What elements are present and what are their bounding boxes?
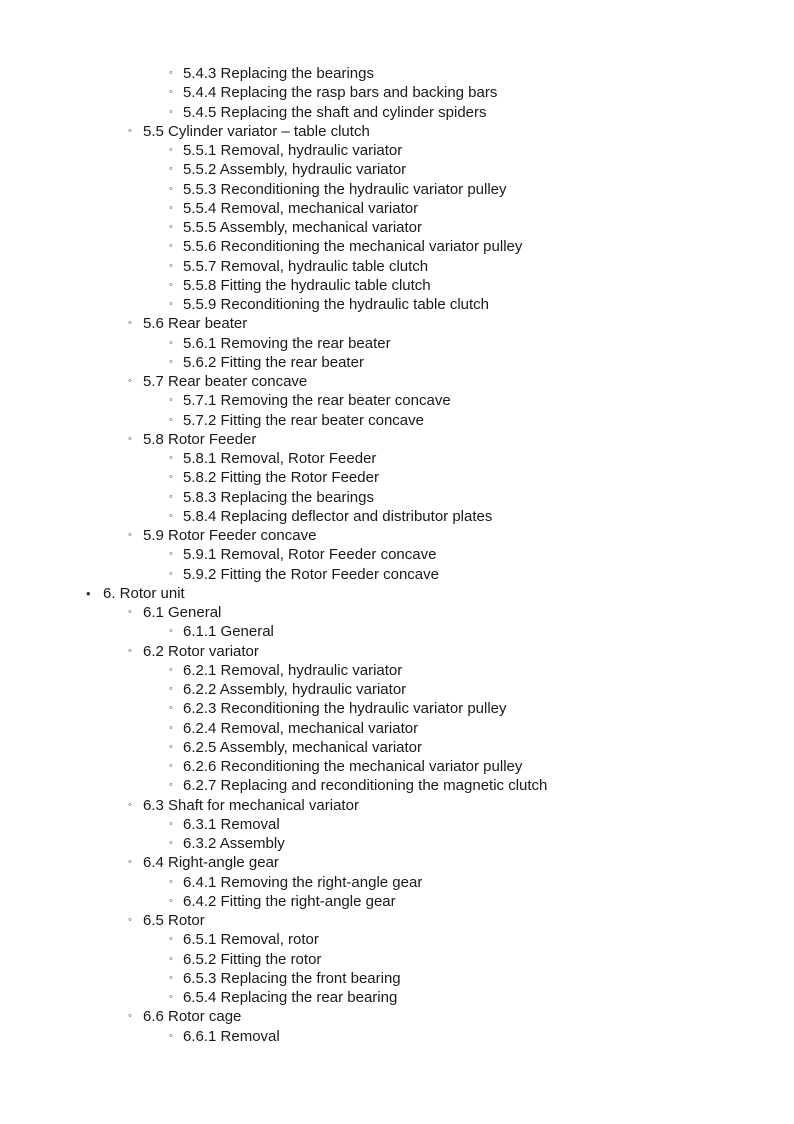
bullet-circle-icon: ◦ bbox=[169, 336, 173, 349]
toc-entry-label: 5.5.6 Reconditioning the mechanical variator pulley bbox=[183, 238, 523, 256]
toc-entry-label: 6.4.1 Removing the right-angle gear bbox=[183, 873, 423, 891]
toc-section bbox=[0, 1007, 794, 1026]
bullet-circle-icon: ◦ bbox=[169, 144, 173, 156]
bullet-circle-icon: ◦ bbox=[169, 163, 173, 176]
bullet-circle-icon: ◦ bbox=[169, 683, 173, 695]
bullet-circle-icon: ◦ bbox=[169, 240, 173, 253]
toc-entry-label: 6.4 Right-angle gear bbox=[143, 854, 279, 872]
toc-subsection bbox=[0, 180, 794, 199]
toc-subsection bbox=[0, 295, 794, 314]
toc-subsection bbox=[0, 160, 794, 179]
toc-section bbox=[0, 853, 794, 872]
toc-entry-label: 6.2.3 Reconditioning the hydraulic variator pulley bbox=[183, 700, 507, 718]
toc-subsection bbox=[0, 276, 794, 295]
bullet-circle-icon: ◦ bbox=[169, 952, 173, 965]
toc-subsection bbox=[0, 353, 794, 372]
toc-entry-label: 5.9.1 Removal, Rotor Feeder concave bbox=[183, 546, 437, 564]
bullet-circle-icon: ◦ bbox=[169, 221, 173, 233]
bullet-circle-icon: ◦ bbox=[169, 298, 173, 310]
bullet-circle-icon: ◦ bbox=[169, 663, 173, 676]
toc-entry-label: 5.9.2 Fitting the Rotor Feeder concave bbox=[183, 565, 439, 583]
toc-entry-label: 6.3 Shaft for mechanical variator bbox=[143, 796, 359, 814]
bullet-circle-icon: ◦ bbox=[169, 875, 173, 888]
bullet-circle-icon: ◦ bbox=[169, 105, 173, 118]
toc-entry-label: 6.1 General bbox=[143, 604, 222, 621]
toc-entry-label: 6.5.3 Replacing the front bearing bbox=[183, 969, 401, 987]
bullet-circle-icon: ◦ bbox=[169, 1029, 173, 1042]
toc-section bbox=[0, 642, 794, 661]
toc-subsection bbox=[0, 411, 794, 430]
toc-section bbox=[0, 526, 794, 545]
toc-entry-label: 6.6 Rotor cage bbox=[143, 1008, 242, 1026]
bullet-circle-icon: ◦ bbox=[169, 933, 173, 946]
toc-entry-label: 6.4.2 Fitting the right-angle gear bbox=[183, 892, 396, 910]
toc-entry-label: 5.8.2 Fitting the Rotor Feeder bbox=[183, 469, 379, 487]
toc-entry-label: 6.5.1 Removal, rotor bbox=[183, 931, 319, 949]
bullet-circle-icon: ◦ bbox=[169, 394, 173, 407]
bullet-disc-icon: • bbox=[86, 585, 91, 601]
toc-entry-label: 5.4.4 Replacing the rasp bars and backing bars bbox=[183, 84, 498, 102]
bullet-circle-icon: ◦ bbox=[128, 529, 132, 541]
bullet-circle-icon: ◦ bbox=[128, 606, 132, 618]
bullet-circle-icon: ◦ bbox=[128, 375, 132, 387]
bullet-circle-icon: ◦ bbox=[128, 1010, 132, 1023]
toc-subsection bbox=[0, 930, 794, 949]
toc-subsection bbox=[0, 776, 794, 795]
bullet-circle-icon: ◦ bbox=[169, 817, 173, 830]
bullet-circle-icon: ◦ bbox=[169, 509, 173, 522]
bullet-circle-icon: ◦ bbox=[169, 201, 173, 214]
toc-subsection bbox=[0, 834, 794, 853]
toc-subsection bbox=[0, 391, 794, 410]
bullet-circle-icon: ◦ bbox=[169, 548, 173, 561]
toc-entry-label: 5.5.1 Removal, hydraulic variator bbox=[183, 142, 403, 159]
toc-entry-label: 6.2.5 Assembly, mechanical variator bbox=[183, 738, 422, 756]
bullet-circle-icon: ◦ bbox=[128, 644, 132, 657]
bullet-circle-icon: ◦ bbox=[128, 856, 132, 869]
toc-subsection bbox=[0, 449, 794, 468]
toc-entry-label: 5.5.4 Removal, mechanical variator bbox=[183, 199, 419, 217]
toc-entry-label: 5.6 Rear beater bbox=[143, 315, 248, 333]
toc-subsection bbox=[0, 680, 794, 699]
bullet-circle-icon: ◦ bbox=[169, 991, 173, 1003]
toc-entry-label: 5.4.3 Replacing the bearings bbox=[183, 65, 374, 82]
table-of-contents bbox=[0, 64, 794, 1046]
toc-subsection bbox=[0, 622, 794, 641]
toc-entry-label: 5.6.2 Fitting the rear beater bbox=[183, 353, 364, 371]
toc-entry-label: 5.7.1 Removing the rear beater concave bbox=[183, 392, 451, 410]
toc-subsection bbox=[0, 950, 794, 969]
toc-entry-label: 6.2.4 Removal, mechanical variator bbox=[183, 719, 419, 737]
toc-entry-label: 5.5.2 Assembly, hydraulic variator bbox=[183, 161, 407, 179]
bullet-circle-icon: ◦ bbox=[128, 124, 132, 137]
toc-subsection bbox=[0, 103, 794, 122]
toc-entry-label: 6.2.7 Replacing and reconditioning the magnetic clutch bbox=[183, 777, 548, 795]
toc-subsection bbox=[0, 545, 794, 564]
toc-subsection bbox=[0, 661, 794, 680]
toc-subsection bbox=[0, 334, 794, 353]
toc-entry-label: 5.4.5 Replacing the shaft and cylinder spiders bbox=[183, 103, 487, 121]
toc-entry-label: 6.2.1 Removal, hydraulic variator bbox=[183, 661, 403, 679]
toc-chapter bbox=[0, 584, 794, 603]
toc-subsection bbox=[0, 199, 794, 218]
toc-subsection bbox=[0, 218, 794, 237]
toc-entry-label: 6.2.2 Assembly, hydraulic variator bbox=[183, 681, 407, 698]
bullet-circle-icon: ◦ bbox=[128, 914, 132, 926]
toc-subsection bbox=[0, 257, 794, 276]
toc-entry-label: 5.8 Rotor Feeder bbox=[143, 430, 257, 448]
bullet-circle-icon: ◦ bbox=[169, 971, 173, 984]
toc-section bbox=[0, 122, 794, 141]
toc-subsection bbox=[0, 141, 794, 160]
bullet-circle-icon: ◦ bbox=[169, 702, 173, 715]
toc-entry-label: 6.3.1 Removal bbox=[183, 815, 280, 833]
toc-entry-label: 5.5.5 Assembly, mechanical variator bbox=[183, 219, 422, 236]
toc-entry-label: 6.3.2 Assembly bbox=[183, 835, 285, 852]
toc-entry-label: 5.8.1 Removal, Rotor Feeder bbox=[183, 450, 377, 467]
bullet-circle-icon: ◦ bbox=[169, 837, 173, 849]
toc-entry-label: 5.5.3 Reconditioning the hydraulic variator pulley bbox=[183, 180, 507, 198]
toc-entry-label: 5.5 Cylinder variator – table clutch bbox=[143, 122, 370, 140]
bullet-circle-icon: ◦ bbox=[169, 67, 173, 79]
toc-subsection bbox=[0, 488, 794, 507]
toc-entry-label: 6.2 Rotor variator bbox=[143, 642, 259, 660]
toc-subsection bbox=[0, 815, 794, 834]
toc-entry-label: 6.5 Rotor bbox=[143, 912, 205, 929]
toc-entry-label: 5.5.8 Fitting the hydraulic table clutch bbox=[183, 276, 431, 294]
toc-subsection bbox=[0, 565, 794, 584]
toc-subsection bbox=[0, 873, 794, 892]
toc-entry-label: 5.5.7 Removal, hydraulic table clutch bbox=[183, 257, 429, 275]
bullet-circle-icon: ◦ bbox=[169, 721, 173, 734]
toc-entry-label: 5.6.1 Removing the rear beater bbox=[183, 334, 391, 352]
toc-subsection bbox=[0, 988, 794, 1007]
toc-entry-label: 6.6.1 Removal bbox=[183, 1027, 280, 1045]
toc-subsection bbox=[0, 83, 794, 102]
bullet-circle-icon: ◦ bbox=[169, 760, 173, 772]
toc-section bbox=[0, 911, 794, 930]
toc-subsection bbox=[0, 64, 794, 83]
toc-section bbox=[0, 314, 794, 333]
bullet-circle-icon: ◦ bbox=[169, 452, 173, 464]
toc-entry-label: 5.5.9 Reconditioning the hydraulic table clutch bbox=[183, 296, 490, 313]
toc-entry-label: 5.8.4 Replacing deflector and distributor plates bbox=[183, 507, 493, 525]
bullet-circle-icon: ◦ bbox=[169, 625, 173, 638]
toc-subsection bbox=[0, 237, 794, 256]
toc-entry-label: 6.5.2 Fitting the rotor bbox=[183, 950, 322, 968]
bullet-circle-icon: ◦ bbox=[169, 567, 173, 580]
toc-entry-label: 6.2.6 Reconditioning the mechanical variator pulley bbox=[183, 758, 523, 775]
toc-section bbox=[0, 796, 794, 815]
toc-subsection bbox=[0, 719, 794, 738]
toc-entry-label: 5.9 Rotor Feeder concave bbox=[143, 527, 317, 544]
bullet-circle-icon: ◦ bbox=[169, 490, 173, 503]
bullet-circle-icon: ◦ bbox=[169, 779, 173, 792]
bullet-circle-icon: ◦ bbox=[169, 355, 173, 368]
bullet-circle-icon: ◦ bbox=[169, 471, 173, 484]
bullet-circle-icon: ◦ bbox=[128, 317, 132, 330]
toc-subsection bbox=[0, 969, 794, 988]
toc-entry-label: 6. Rotor unit bbox=[103, 584, 185, 602]
bullet-circle-icon: ◦ bbox=[169, 740, 173, 753]
bullet-circle-icon: ◦ bbox=[128, 798, 132, 811]
toc-subsection bbox=[0, 738, 794, 757]
toc-section bbox=[0, 372, 794, 391]
toc-subsection bbox=[0, 468, 794, 487]
toc-entry-label: 5.8.3 Replacing the bearings bbox=[183, 488, 374, 506]
toc-subsection bbox=[0, 757, 794, 776]
toc-entry-label: 6.1.1 General bbox=[183, 623, 274, 641]
bullet-circle-icon: ◦ bbox=[169, 259, 173, 272]
bullet-circle-icon: ◦ bbox=[169, 182, 173, 195]
bullet-circle-icon: ◦ bbox=[169, 894, 173, 907]
toc-entry-label: 6.5.4 Replacing the rear bearing bbox=[183, 989, 398, 1006]
toc-section bbox=[0, 603, 794, 622]
toc-subsection bbox=[0, 699, 794, 718]
bullet-circle-icon: ◦ bbox=[169, 86, 173, 99]
bullet-circle-icon: ◦ bbox=[169, 278, 173, 291]
bullet-circle-icon: ◦ bbox=[169, 413, 173, 426]
toc-entry-label: 5.7 Rear beater concave bbox=[143, 373, 308, 390]
toc-section bbox=[0, 430, 794, 449]
toc-entry-label: 5.7.2 Fitting the rear beater concave bbox=[183, 411, 424, 429]
toc-subsection bbox=[0, 1027, 794, 1046]
bullet-circle-icon: ◦ bbox=[128, 432, 132, 445]
toc-subsection bbox=[0, 507, 794, 526]
toc-subsection bbox=[0, 892, 794, 911]
